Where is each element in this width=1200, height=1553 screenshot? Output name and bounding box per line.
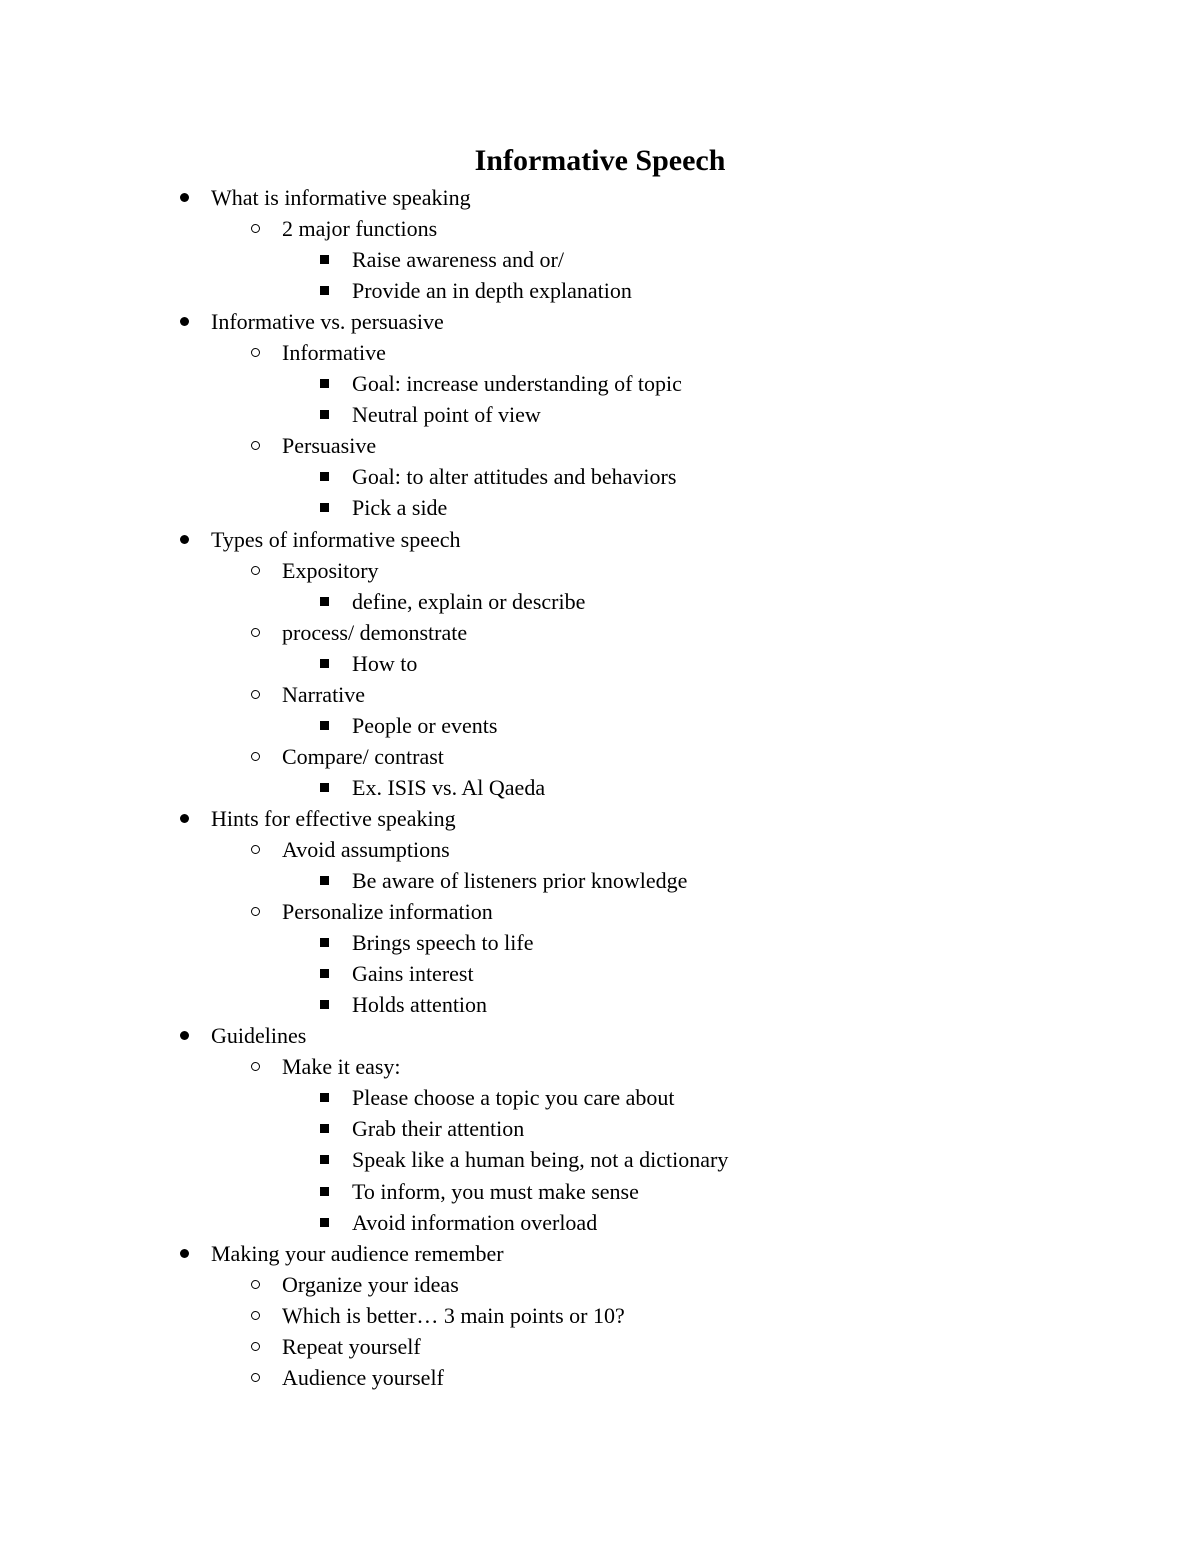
outline-item-level-3 <box>0 648 1200 679</box>
outline-item-text: Avoid assumptions <box>282 836 450 862</box>
outline-item-level-3 <box>0 275 1200 306</box>
bullet-circle-icon <box>251 741 260 772</box>
outline-item-level-2 <box>0 1362 1200 1393</box>
outline-item-level-2 <box>0 617 1200 648</box>
bullet-disc-icon <box>180 306 189 337</box>
outline-item-level-2 <box>0 555 1200 586</box>
outline-item-level-2 <box>0 896 1200 927</box>
outline-item-text: Brings speech to life <box>352 930 534 956</box>
bullet-square-icon <box>320 399 329 430</box>
outline-item-text: process/ demonstrate <box>282 619 468 645</box>
outline-item-level-2 <box>0 337 1200 368</box>
outline-item-level-3 <box>0 958 1200 989</box>
outline-item-text: Guidelines <box>211 1023 307 1049</box>
outline-item-text: Repeat yourself <box>282 1333 421 1359</box>
bullet-square-icon <box>320 1144 329 1175</box>
outline-item-text: Avoid information overload <box>352 1209 598 1235</box>
outline-item-text: Speak like a human being, not a dictionary <box>352 1147 729 1173</box>
bullet-square-icon <box>320 958 329 989</box>
bullet-disc-icon <box>180 1238 189 1269</box>
outline-item-text: Be aware of listeners prior knowledge <box>352 868 688 894</box>
outline-list <box>0 182 1200 1393</box>
outline-item-text: Types of informative speech <box>211 526 461 552</box>
outline-item-text: Ex. ISIS vs. Al Qaeda <box>352 774 546 800</box>
bullet-circle-icon <box>251 1300 260 1331</box>
outline-item-level-1 <box>0 182 1200 213</box>
outline-item-level-3 <box>0 927 1200 958</box>
bullet-circle-icon <box>251 430 260 461</box>
bullet-circle-icon <box>251 337 260 368</box>
bullet-square-icon <box>320 1082 329 1113</box>
outline-item-text: Gains interest <box>352 961 474 987</box>
bullet-disc-icon <box>180 1020 189 1051</box>
outline-item-text: Grab their attention <box>352 1116 525 1142</box>
bullet-circle-icon <box>251 555 260 586</box>
outline-item-text: What is informative speaking <box>211 185 471 210</box>
outline-item-level-2 <box>0 741 1200 772</box>
bullet-circle-icon <box>251 679 260 710</box>
bullet-square-icon <box>320 461 329 492</box>
outline-item-level-2 <box>0 1300 1200 1331</box>
outline-item-level-1 <box>0 803 1200 834</box>
outline-item-text: Hints for effective speaking <box>211 805 456 831</box>
outline-item-text: How to <box>352 650 418 676</box>
bullet-disc-icon <box>180 182 189 213</box>
bullet-circle-icon <box>251 896 260 927</box>
bullet-square-icon <box>320 865 329 896</box>
outline-item-text: Audience yourself <box>282 1364 444 1390</box>
outline-item-level-3 <box>0 586 1200 617</box>
bullet-disc-icon <box>180 524 189 555</box>
outline-item-level-2 <box>0 213 1200 244</box>
bullet-square-icon <box>320 275 329 306</box>
outline-item-level-2 <box>0 679 1200 710</box>
outline-item-level-3 <box>0 399 1200 430</box>
outline-item-level-3 <box>0 244 1200 275</box>
bullet-square-icon <box>320 772 329 803</box>
outline-item-level-3 <box>0 772 1200 803</box>
bullet-square-icon <box>320 648 329 679</box>
outline-item-text: 2 major functions <box>282 216 438 242</box>
outline-item-level-3 <box>0 1176 1200 1207</box>
outline-item-text: Persuasive <box>282 433 377 459</box>
outline-item-text: Organize your ideas <box>282 1271 459 1297</box>
bullet-square-icon <box>320 989 329 1020</box>
document-title: Informative Speech <box>474 144 726 177</box>
outline-item-text: Holds attention <box>352 992 488 1018</box>
bullet-square-icon <box>320 710 329 741</box>
outline-item-level-3 <box>0 865 1200 896</box>
outline-item-level-3 <box>0 368 1200 399</box>
outline-item-text: define, explain or describe <box>352 588 586 614</box>
bullet-disc-icon <box>180 803 189 834</box>
outline-item-level-2 <box>0 834 1200 865</box>
outline-item-text: People or events <box>352 712 498 738</box>
outline-item-text: Compare/ contrast <box>282 743 444 769</box>
outline-item-text: To inform, you must make sense <box>352 1178 639 1204</box>
bullet-square-icon <box>320 586 329 617</box>
outline-item-level-1 <box>0 1020 1200 1051</box>
bullet-square-icon <box>320 927 329 958</box>
bullet-circle-icon <box>251 213 260 244</box>
bullet-circle-icon <box>251 1051 260 1082</box>
outline-item-text: Please choose a topic you care about <box>352 1085 675 1111</box>
outline-item-text: Goal: to alter attitudes and behaviors <box>352 464 677 490</box>
outline-item-level-1 <box>0 1238 1200 1269</box>
outline-item-text: Personalize information <box>282 899 493 925</box>
bullet-square-icon <box>320 368 329 399</box>
outline-item-text: Goal: increase understanding of topic <box>352 371 682 397</box>
bullet-circle-icon <box>251 834 260 865</box>
outline-item-text: Pick a side <box>352 495 448 521</box>
outline-item-level-1 <box>0 306 1200 337</box>
bullet-circle-icon <box>251 1331 260 1362</box>
outline-item-level-3 <box>0 1144 1200 1175</box>
outline-item-level-2 <box>0 1269 1200 1300</box>
outline-item-level-3 <box>0 1113 1200 1144</box>
outline-item-text: Make it easy: <box>282 1054 401 1080</box>
outline-item-level-3 <box>0 461 1200 492</box>
outline-item-level-2 <box>0 1051 1200 1082</box>
outline-item-level-2 <box>0 1331 1200 1362</box>
bullet-square-icon <box>320 492 329 523</box>
outline-item-text: Informative <box>282 340 386 366</box>
outline-item-level-3 <box>0 1082 1200 1113</box>
outline-item-level-1 <box>0 524 1200 555</box>
outline-item-level-3 <box>0 1207 1200 1238</box>
outline-item-level-2 <box>0 430 1200 461</box>
bullet-circle-icon <box>251 617 260 648</box>
outline-item-text: Informative vs. persuasive <box>211 309 444 335</box>
bullet-square-icon <box>320 1207 329 1238</box>
outline-item-level-3 <box>0 710 1200 741</box>
outline-item-text: Making your audience remember <box>211 1240 504 1266</box>
outline-item-text: Expository <box>282 557 379 583</box>
outline-item-text: Provide an in depth explanation <box>352 278 632 304</box>
outline-item-level-3 <box>0 492 1200 523</box>
outline-item-text: Narrative <box>282 681 366 707</box>
outline-item-level-3 <box>0 989 1200 1020</box>
bullet-square-icon <box>320 1113 329 1144</box>
outline-item-text: Which is better… 3 main points or 10? <box>282 1302 625 1328</box>
outline-item-text: Neutral point of view <box>352 402 541 428</box>
outline-item-text: Raise awareness and or/ <box>352 247 564 273</box>
bullet-circle-icon <box>251 1362 260 1393</box>
bullet-square-icon <box>320 1176 329 1207</box>
bullet-square-icon <box>320 244 329 275</box>
bullet-circle-icon <box>251 1269 260 1300</box>
